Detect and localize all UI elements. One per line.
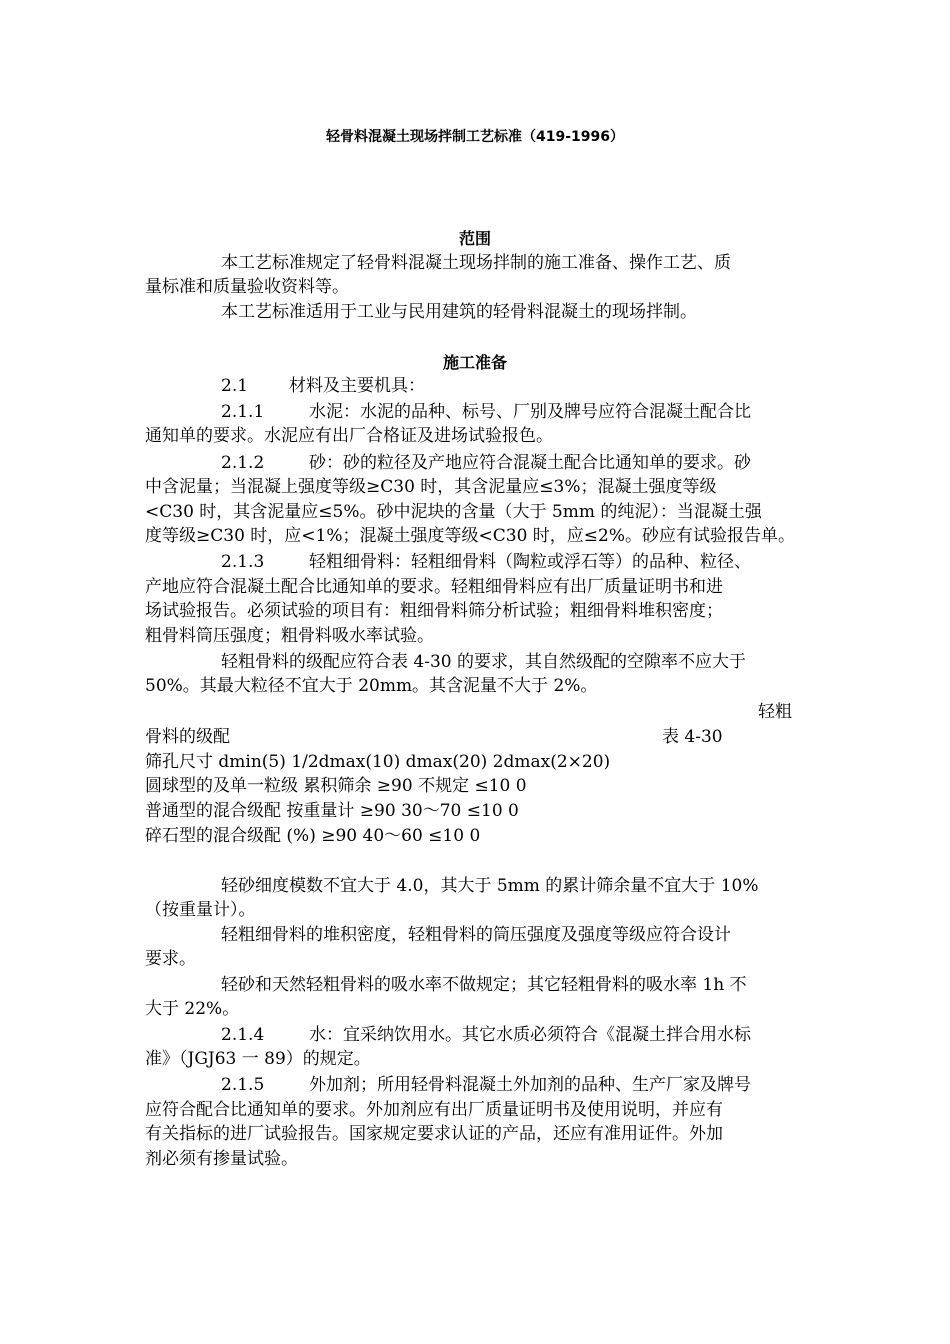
table-row: 圆球型的及单一粒级 累积筛余 ≥90 不规定 ≤10 0 (145, 776, 527, 796)
paragraph-line: 要求。 (145, 949, 196, 969)
paragraph-line: 通知单的要求。水泥应有出厂合格证及进场试验报色。 (145, 426, 553, 446)
section-heading-scope: 范围 (458, 229, 491, 248)
clause-2-1-4 (221, 1022, 751, 1048)
paragraph-line: 应符合配合比通知单的要求。外加剂应有出厂质量证明书及使用说明，并应有 (145, 1100, 723, 1120)
clause-text: 水泥：水泥的品种、标号、厂别及牌号应符合混凝土配合比 (309, 402, 751, 422)
clause-number: 2.1.4 (221, 1025, 265, 1045)
clause-2-1-1 (221, 399, 751, 425)
clause-number: 2.1.5 (221, 1075, 265, 1095)
clause-text: 外加剂；所用轻骨料混凝土外加剂的品种、生产厂家及牌号 (309, 1075, 751, 1095)
table-caption-part: 轻粗 (758, 702, 792, 722)
clause-2-1-5 (221, 1072, 751, 1098)
paragraph-line: 粗骨料筒压强度；粗骨料吸水率试验。 (145, 626, 434, 646)
paragraph-line: 50%。其最大粒径不宜大于 20mm。其含泥量不大于 2%。 (145, 676, 598, 696)
table-number: 表 4-30 (662, 727, 723, 747)
paragraph-line: 中含泥量；当混凝上强度等级≥C30 时，其含泥量应≤3%；混凝土强度等级 (145, 477, 717, 497)
clause-text: 砂：砂的粒径及产地应符合混凝土配合比通知单的要求。砂 (309, 453, 751, 473)
paragraph-line: 产地应符合混凝土配合比通知单的要求。轻粗细骨料应有出厂质量证明书和进 (145, 577, 723, 597)
table-row: 普通型的混合级配 按重量计 ≥90 30～70 ≤10 0 (145, 801, 519, 821)
clause-2-1-3 (221, 549, 751, 575)
paragraph-line: 量标准和质量验收资料等。 (145, 277, 349, 297)
clause-number: 2.1.1 (221, 402, 265, 422)
table-row: 筛孔尺寸 dmin(5) 1/2dmax(10) dmax(20) 2dmax(2×20) (145, 752, 611, 772)
clause-text: 轻粗细骨料：轻粗细骨料（陶粒或浮石等）的品种、粒径、 (309, 552, 751, 572)
document-title: 轻骨料混凝土现场拌制工艺标准（419-1996） (326, 129, 624, 145)
paragraph-line: 度等级≥C30 时，应<1%；混凝土强度等级<C30 时，应≤2%。砂应有试验报告单。 (145, 526, 795, 546)
paragraph-line: 准》（JGJ63 一 89）的规定。 (145, 1049, 371, 1069)
clause-2-1 (221, 373, 425, 399)
clause-2-1-2 (221, 450, 751, 476)
paragraph-line: 轻粗骨料的级配应符合表 4-30 的要求，其自然级配的空隙率不应大于 (221, 652, 746, 672)
paragraph-line: <C30 时，其含泥量应≤5%。砂中泥块的含量（大于 5mm 的纯泥）：当混凝土强 (145, 502, 762, 522)
paragraph-line: 有关指标的进厂试验报告。国家规定要求认证的产品，还应有准用证件。外加 (145, 1124, 723, 1144)
section-heading-preparation: 施工准备 (442, 353, 507, 372)
clause-number: 2.1 (221, 376, 249, 396)
clause-text: 材料及主要机具： (289, 376, 425, 396)
table-row: 碎石型的混合级配 (%) ≥90 40～60 ≤10 0 (145, 826, 481, 846)
paragraph-line: 轻粗细骨料的堆积密度，轻粗骨料的筒压强度及强度等级应符合设计 (221, 925, 731, 945)
paragraph-line: 轻砂和天然轻粗骨料的吸水率不做规定；其它轻粗骨料的吸水率 1h 不 (221, 975, 747, 995)
paragraph-line: 场试验报告。必须试验的项目有：粗细骨料筛分析试验；粗细骨料堆积密度； (145, 601, 723, 621)
paragraph-line: 本工艺标准适用于工业与民用建筑的轻骨料混凝土的现场拌制。 (221, 302, 697, 322)
clause-text: 水：宜采纳饮用水。其它水质必须符合《混凝土拌合用水标 (309, 1025, 751, 1045)
paragraph-line: 轻砂细度模数不宜大于 4.0，其大于 5mm 的累计筛余量不宜大于 10% (221, 876, 759, 896)
table-caption-part: 骨料的级配 (145, 727, 230, 747)
clause-number: 2.1.3 (221, 552, 265, 572)
clause-number: 2.1.2 (221, 453, 265, 473)
paragraph-line: 剂必须有掺量试验。 (145, 1149, 298, 1169)
paragraph-line: 本工艺标准规定了轻骨料混凝土现场拌制的施工准备、操作工艺、质 (221, 253, 731, 273)
paragraph-line: 大于 22%。 (145, 999, 240, 1019)
paragraph-line: （按重量计）。 (145, 900, 256, 920)
